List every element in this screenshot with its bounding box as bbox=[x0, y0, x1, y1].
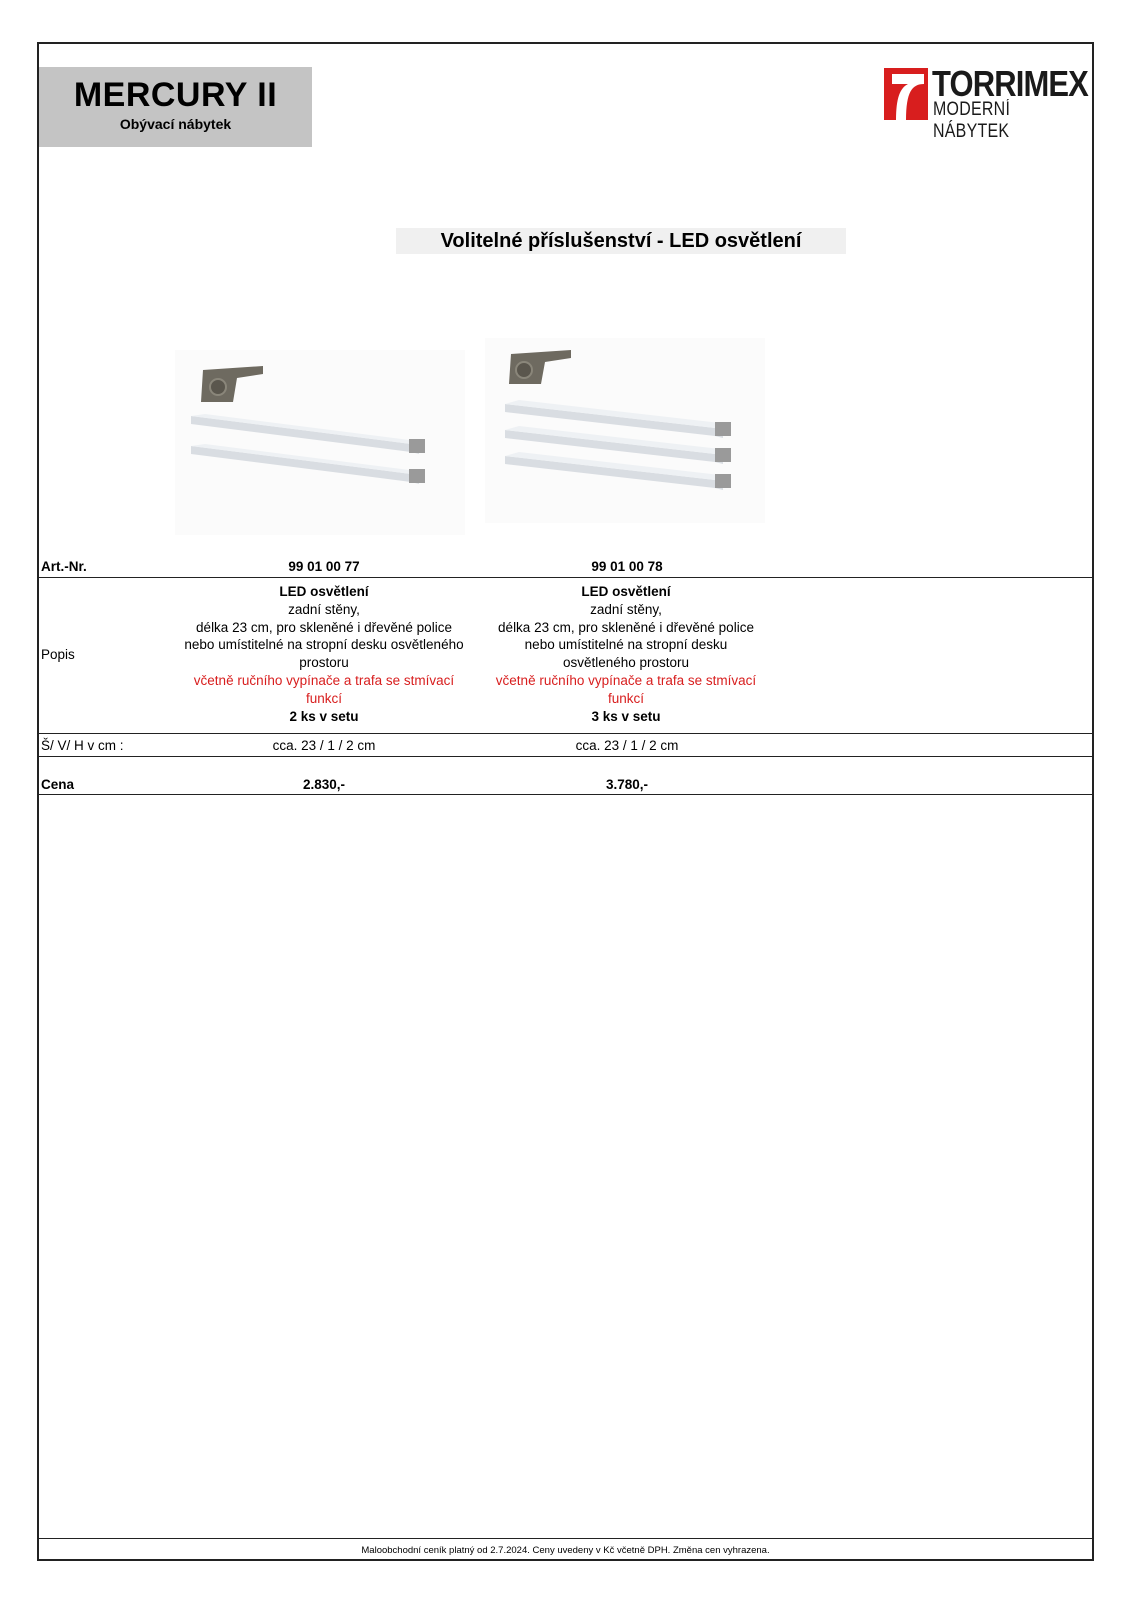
product-line-subtitle: Obývací nábytek bbox=[119, 116, 232, 132]
row-label-dimensions: Š/ V/ H v cm : bbox=[41, 738, 124, 753]
product-1-art-nr: 99 01 00 77 bbox=[288, 559, 360, 574]
product-1-desc-line: délka 23 cm, pro skleněné i dřevěné police bbox=[196, 619, 452, 635]
section-title: Volitelné příslušenství - LED osvětlení bbox=[396, 228, 846, 254]
product-1-desc-line: prostoru bbox=[299, 655, 349, 671]
title-block bbox=[39, 67, 312, 147]
product-2-set-count: 3 ks v setu bbox=[591, 708, 661, 724]
product-1-name: LED osvětlení bbox=[279, 584, 369, 599]
footer-note: Maloobchodní ceník platný od 2.7.2024. Ceny uvedeny v Kč včetně DPH. Změna cen vyhrazena. bbox=[361, 1545, 770, 1556]
led-set-3-image bbox=[485, 338, 765, 523]
row-divider bbox=[38, 794, 1093, 795]
row-label-art-nr: Art.-Nr. bbox=[41, 559, 87, 574]
product-1-red-note: včetně ručního vypínače a trafa se stmívací bbox=[193, 672, 455, 688]
row-label-price: Cena bbox=[41, 777, 75, 792]
footer-divider bbox=[38, 1538, 1093, 1539]
product-2-desc-line: osvětleného prostoru bbox=[562, 655, 690, 671]
product-2-desc-line: zadní stěny, bbox=[590, 601, 662, 617]
product-1-desc-line: zadní stěny, bbox=[288, 601, 360, 617]
page-frame bbox=[37, 42, 1094, 1561]
logo-brand: TORRIMEX bbox=[932, 63, 1088, 104]
product-2-dimensions: cca. 23 / 1 / 2 cm bbox=[575, 738, 679, 753]
product-1-dimensions: cca. 23 / 1 / 2 cm bbox=[272, 738, 376, 753]
torrimex-logo bbox=[884, 63, 1090, 142]
product-1-set-count: 2 ks v setu bbox=[289, 708, 359, 724]
row-divider bbox=[38, 577, 1093, 578]
product-line-title: MERCURY II bbox=[73, 76, 278, 114]
product-2-desc-line: nebo umístitelné na stropní desku bbox=[524, 637, 728, 653]
product-1-price: 2.830,- bbox=[302, 777, 346, 792]
product-2-description bbox=[462, 583, 790, 725]
torrimex-mark-icon bbox=[884, 68, 928, 120]
logo-tagline: MODERNÍ NÁBYTEK bbox=[933, 99, 1011, 142]
led-set-2-image bbox=[175, 350, 465, 535]
row-divider bbox=[38, 733, 1093, 734]
product-2-art-nr: 99 01 00 78 bbox=[591, 559, 663, 574]
product-2-price: 3.780,- bbox=[605, 777, 649, 792]
product-1-description bbox=[160, 583, 488, 725]
row-divider bbox=[38, 756, 1093, 757]
product-2-red-note: funkcí bbox=[607, 690, 645, 706]
product-1-desc-line: nebo umístitelné na stropní desku osvětleného bbox=[184, 637, 464, 653]
product-2-red-note: včetně ručního vypínače a trafa se stmívací bbox=[495, 672, 757, 688]
row-label-popis: Popis bbox=[41, 647, 75, 662]
product-2-name: LED osvětlení bbox=[581, 584, 671, 599]
product-2-desc-line: délka 23 cm, pro skleněné i dřevěné police bbox=[498, 619, 754, 635]
product-1-red-note: funkcí bbox=[305, 690, 343, 706]
